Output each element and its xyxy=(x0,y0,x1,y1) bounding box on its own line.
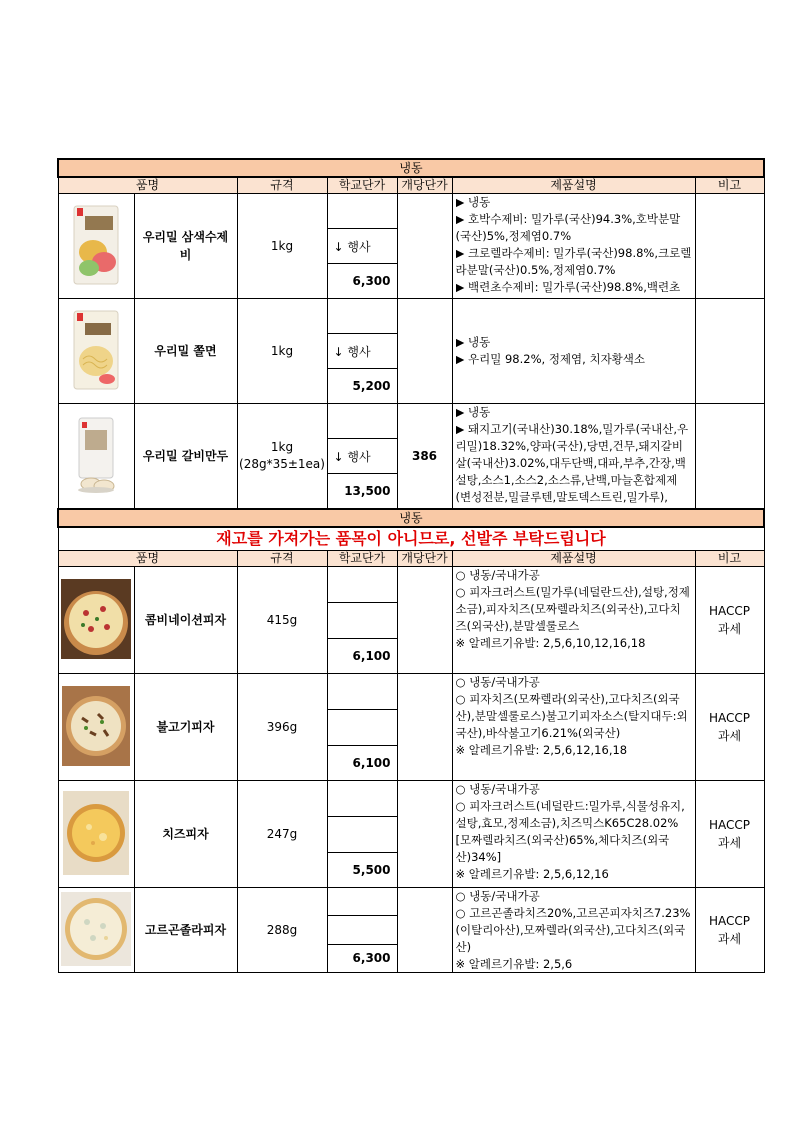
section-title: 냉동 xyxy=(58,159,764,177)
header-name: 품명 xyxy=(58,177,237,194)
table-row xyxy=(58,404,764,439)
product-spec: 1kg (28g*35±1ea) xyxy=(237,404,327,510)
price-blank xyxy=(327,916,397,944)
combination-pizza-icon xyxy=(61,579,131,659)
header-school-price: 학교단가 xyxy=(327,551,397,567)
price-event: ↓ 행사 xyxy=(327,229,397,264)
product-description: ○ 냉동/국내가공 ○ 피자크러스트(네덜란드:밀가루,식물성유지,설탕,효모,정제소금),치즈믹스K65C28.02%[모짜렐라치즈(외국산)65%,체다치즈(외국산)34%] ※ 알레르기유발: 2,5,6,12,16 xyxy=(452,781,695,888)
product-image xyxy=(58,404,134,510)
header-spec: 규격 xyxy=(237,551,327,567)
header-note: 비고 xyxy=(695,551,764,567)
school-price: 13,500 xyxy=(327,474,397,510)
product-description: ○ 냉동/국내가공 ○ 고르곤졸라치즈20%,고르곤피자치즈7.23%(이탈리아산),모짜렐라(외국산),고다치즈(외국산) ※ 알레르기유발: 2,5,6 xyxy=(452,888,695,973)
unit-price xyxy=(397,674,452,781)
product-note: HACCP 과세 xyxy=(695,781,764,888)
product-description xyxy=(452,404,695,510)
header-description: 제품설명 xyxy=(452,551,695,567)
unit-price xyxy=(397,888,452,973)
table-header xyxy=(58,551,764,567)
product-spec: 1kg xyxy=(237,299,327,404)
bulgogi-pizza-icon xyxy=(62,686,130,766)
school-price: 5,200 xyxy=(327,369,397,404)
school-price: 6,100 xyxy=(327,746,397,781)
header-unit-price: 개당단가 xyxy=(397,177,452,194)
product-image xyxy=(58,674,134,781)
price-blank xyxy=(327,299,397,334)
header-description: 제품설명 xyxy=(452,177,695,194)
product-name: 우리밀 삼색수제비 xyxy=(134,194,237,299)
description-line: ▶ 돼지고기(국내산)30.18%,밀가루(국내산,우리밀)18.32%,양파(국산),당면,건무,돼지갈비살(국내산)3.02%,대두단백,대파,부추,간장,백설탕,소스1,소스2,소스류,난백,마늘혼합제제(변성전분,밀글루텐,말토덱스트린,밀가루), xyxy=(455,422,689,504)
product-name: 치즈피자 xyxy=(134,781,237,888)
order-notice: 재고를 가져가는 품목이 아니므로, 선발주 부탁드립니다 xyxy=(58,527,764,551)
table-row xyxy=(58,781,764,817)
school-price: 6,300 xyxy=(327,944,397,972)
table-row xyxy=(58,888,764,916)
table-header xyxy=(58,177,764,194)
product-note xyxy=(695,404,764,510)
product-note: HACCP 과세 xyxy=(695,567,764,674)
product-name: 불고기피자 xyxy=(134,674,237,781)
price-event: ↓ 행사 xyxy=(327,439,397,474)
price-blank xyxy=(327,194,397,229)
product-description: ▶ 냉동 ▶ 호박수제비: 밀가루(국산)94.3%,호박분말(국산)5%,정제염0.7% ▶ 크로렐라수제비: 밀가루(국산)98.8%,크로렐라분말(국산)0.5%,정제염0.7% ▶ 백련초수제비: 밀가루(국산)98.8%,백련초 xyxy=(452,194,695,299)
price-table xyxy=(57,158,765,973)
dumpling-package-icon xyxy=(71,414,121,496)
school-price: 5,500 xyxy=(327,853,397,888)
product-note xyxy=(695,194,764,299)
product-description: ○ 냉동/국내가공 ○ 피자치즈(모짜렐라(외국산),고다치즈(외국산),분말셀룰로스)불고기피자소스(탈지대두:외국산),바삭불고기6.21%(외국산) ※ 알레르기유발: 2,5,6,12,16,18 xyxy=(452,674,695,781)
header-unit-price: 개당단가 xyxy=(397,551,452,567)
unit-price xyxy=(397,194,452,299)
product-image xyxy=(58,567,134,674)
product-image xyxy=(58,888,134,973)
unit-price xyxy=(397,781,452,888)
description-line: ▶ 냉동 xyxy=(455,405,491,419)
gorgonzola-pizza-icon xyxy=(61,892,131,966)
price-blank xyxy=(327,674,397,710)
table-row xyxy=(58,299,764,334)
product-name: 우리밀 쫄면 xyxy=(134,299,237,404)
product-name: 우리밀 갈비만두 xyxy=(134,404,237,510)
product-price-sheet xyxy=(57,158,763,973)
table-row xyxy=(58,674,764,710)
table-row xyxy=(58,194,764,229)
product-note: HACCP 과세 xyxy=(695,888,764,973)
section-title: 냉동 xyxy=(58,509,764,527)
product-note: HACCP 과세 xyxy=(695,674,764,781)
price-blank xyxy=(327,817,397,853)
school-price: 6,300 xyxy=(327,264,397,299)
table-row xyxy=(58,567,764,603)
price-event: ↓ 행사 xyxy=(327,334,397,369)
header-spec: 규격 xyxy=(237,177,327,194)
product-name: 콤비네이션피자 xyxy=(134,567,237,674)
unit-price xyxy=(397,567,452,674)
product-description: ○ 냉동/국내가공 ○ 피자크러스트(밀가루(네덜란드산),설탕,정제소금),피자치즈(모짜렐라치즈(외국산),고다치즈(외국산),분말셀룰로스 ※ 알레르기유발: 2,5,6,10,12,16,18 xyxy=(452,567,695,674)
header-name: 품명 xyxy=(58,551,237,567)
product-spec: 288g xyxy=(237,888,327,973)
product-spec: 396g xyxy=(237,674,327,781)
header-school-price: 학교단가 xyxy=(327,177,397,194)
price-blank xyxy=(327,888,397,916)
price-blank xyxy=(327,567,397,603)
product-description: ▶ 냉동 ▶ 우리밀 98.2%, 정제염, 치자황색소 xyxy=(452,299,695,404)
product-name: 고르곤졸라피자 xyxy=(134,888,237,973)
product-note xyxy=(695,299,764,404)
cheese-pizza-icon xyxy=(63,791,129,875)
product-spec: 1kg xyxy=(237,194,327,299)
product-spec: 247g xyxy=(237,781,327,888)
price-blank xyxy=(327,781,397,817)
price-blank xyxy=(327,710,397,746)
noodle-package-icon xyxy=(71,309,121,391)
unit-price: 386 xyxy=(397,404,452,510)
header-note: 비고 xyxy=(695,177,764,194)
product-spec: 415g xyxy=(237,567,327,674)
product-image xyxy=(58,194,134,299)
product-image xyxy=(58,299,134,404)
dough-package-icon xyxy=(71,204,121,286)
school-price: 6,100 xyxy=(327,639,397,674)
product-image xyxy=(58,781,134,888)
unit-price xyxy=(397,299,452,404)
price-blank xyxy=(327,603,397,639)
price-blank xyxy=(327,404,397,439)
